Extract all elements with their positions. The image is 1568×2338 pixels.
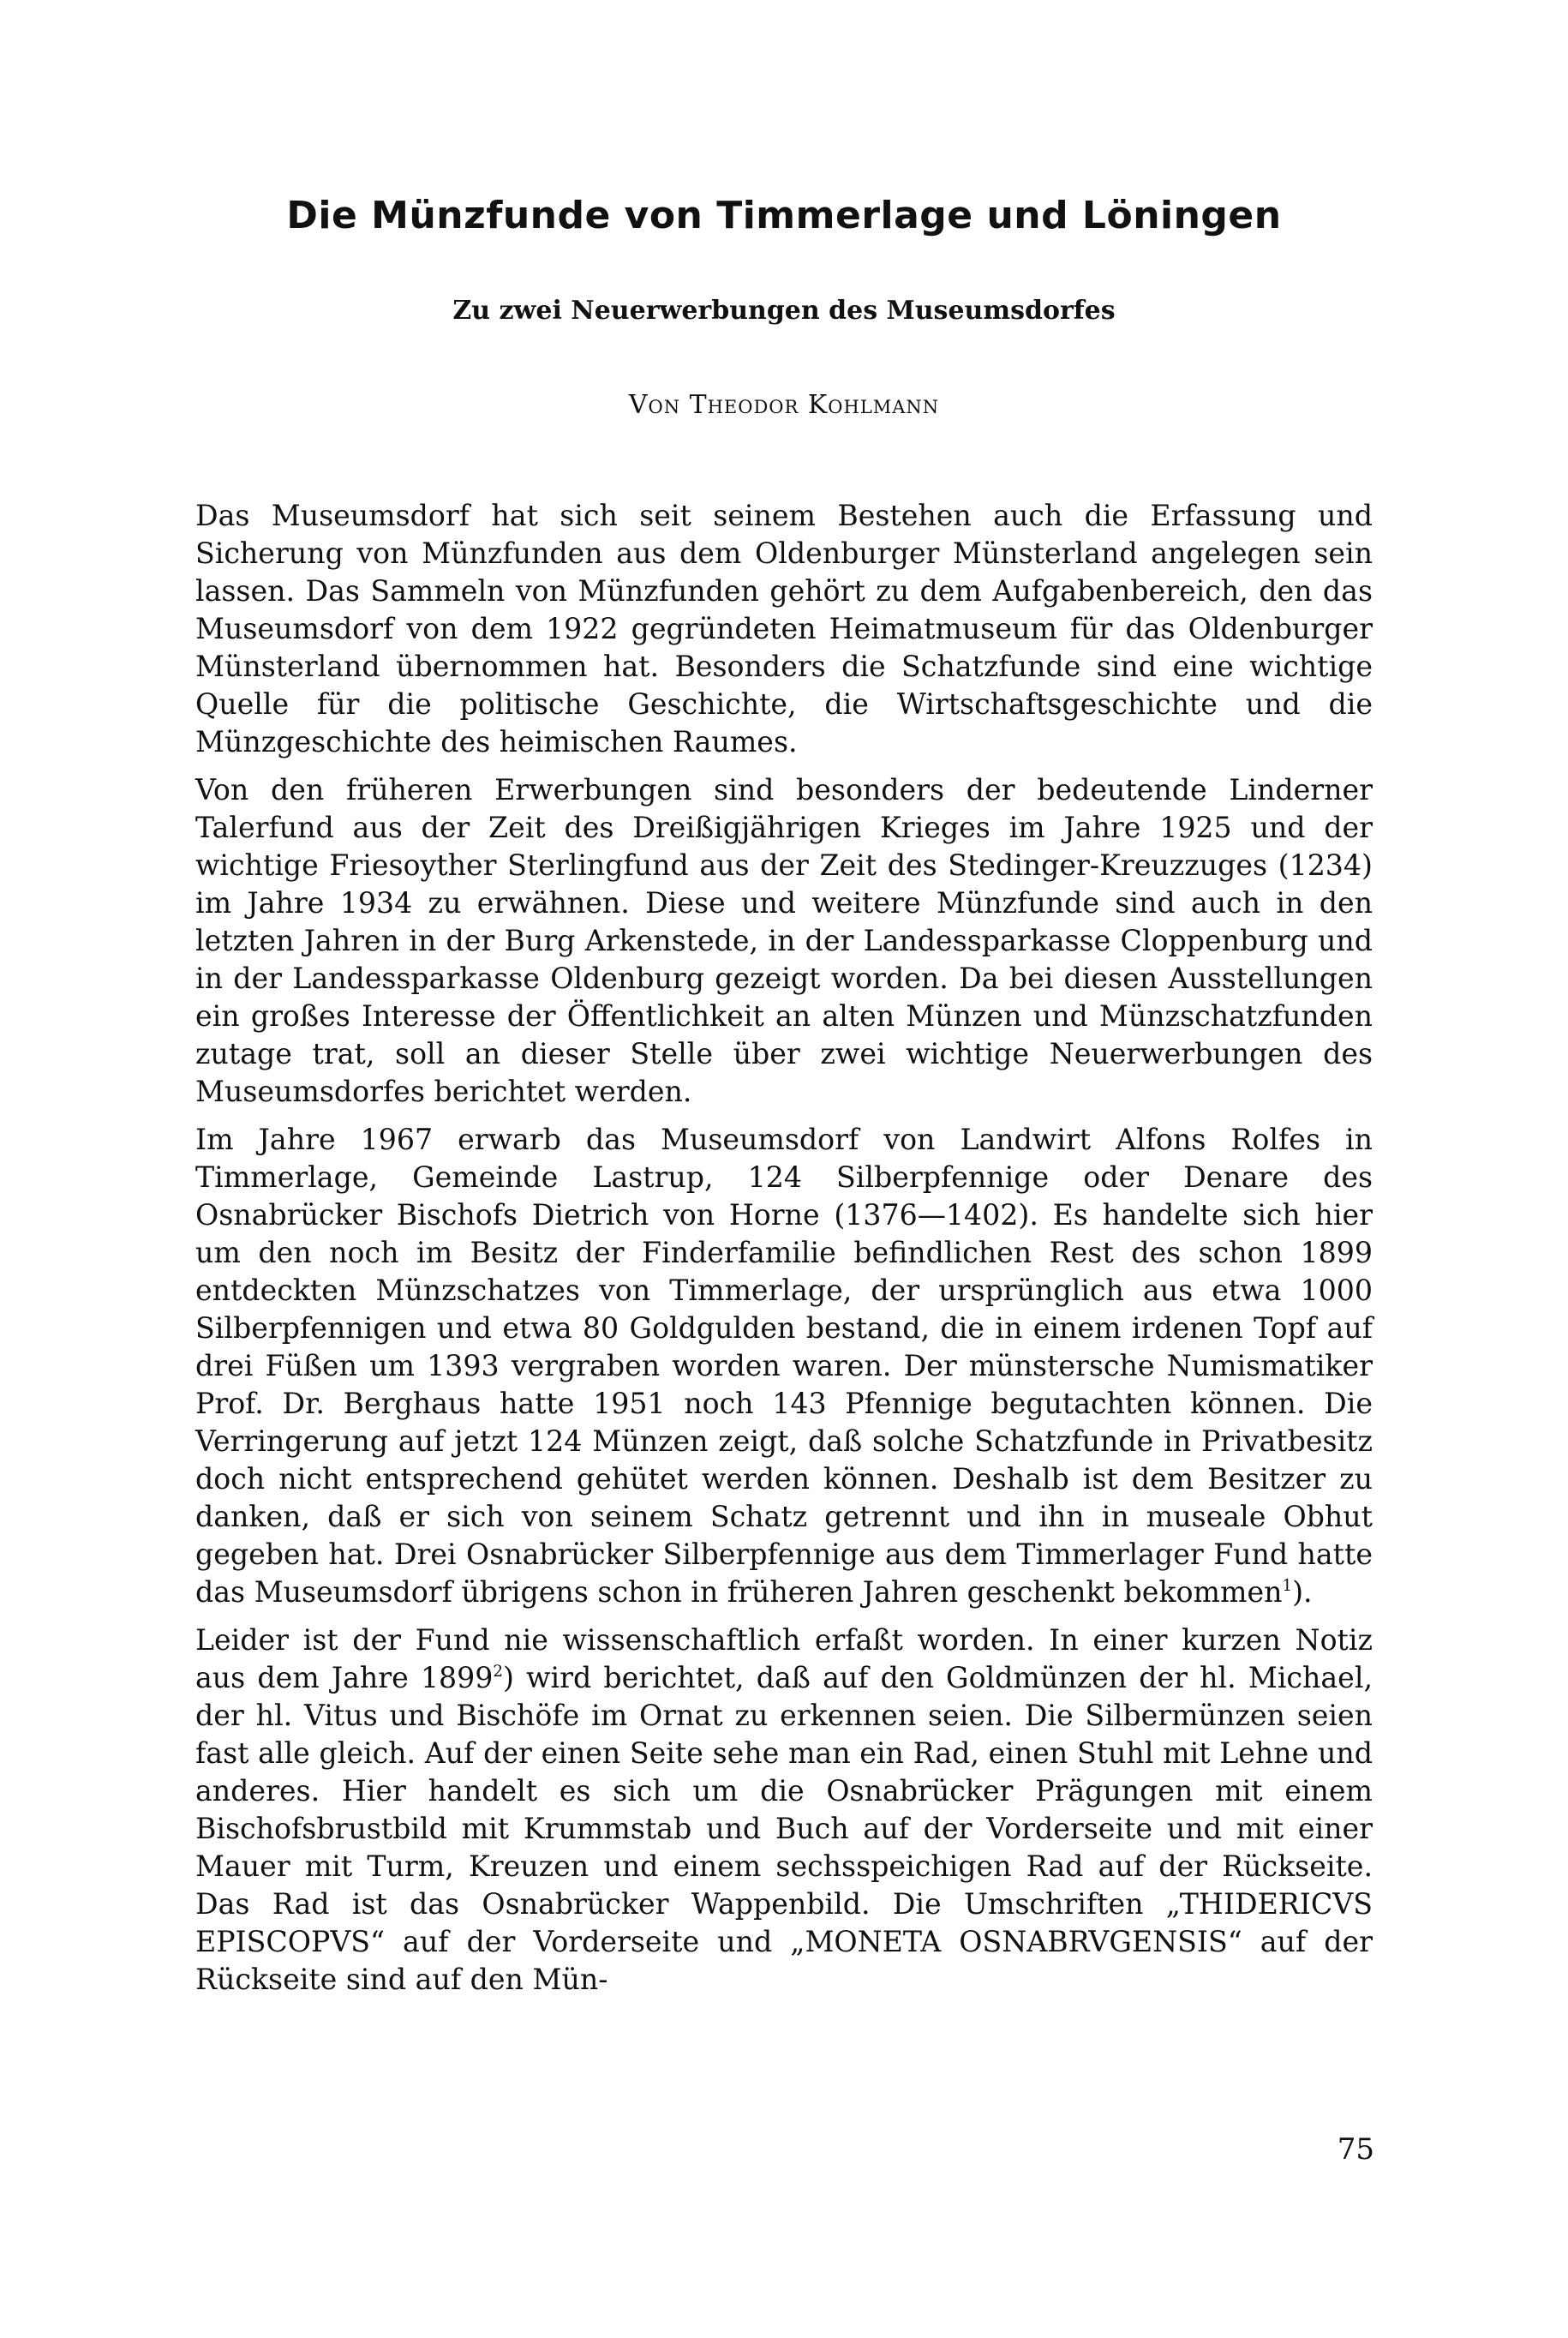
author-byline: Von Theodor Kohlmann [628, 390, 940, 420]
paragraph-4-rest: ) wird berichtet, daß auf den Goldmünzen der hl. Michael, der hl. Vitus und Bischöfe im Ornat zu erkennen seien. Die Silbermünzen seien fast alle gleich. Auf der einen Seite sehe man ein Rad, einen Stuhl mit Lehne und anderes. Hier handelt es sich um die Osnabrücker Prägungen mit einem Bischofsbrustbild mit Krummstab und Buch auf der Vorderseite und mit einer Mauer mit Turm, Kreuzen und einem sechsspeichigen Rad auf der Rückseite. Das Rad ist das Osnabrücker Wappenbild. Die Umschriften „THIDERICVS EPISCOPVS“ auf der Vorderseite und „MONETA OSNABRVGENSIS“ auf der Rückseite sind auf den Mün- [195, 1661, 1373, 1996]
article-body [195, 497, 1373, 2009]
footnote-marker-1: 1 [1282, 1577, 1293, 1596]
paragraph-2: Von den früheren Erwerbungen sind besonders der bedeutende Linderner Talerfund aus der Zeit des Dreißigjährigen Krieges im Jahre 1925 und der wichtige Friesoyther Sterlingfund aus der Zeit des Stedinger-Kreuzzuges (1234) im Jahre 1934 zu erwähnen. Diese und weitere Münzfunde sind auch in den letzten Jahren in der Burg Arkenstede, in der Landessparkasse Cloppenburg und in der Landessparkasse Oldenburg gezeigt worden. Da bei diesen Ausstellungen ein großes Interesse der Öffentlichkeit an alten Münzen und Münzschatzfunden zutage trat, soll an dieser Stelle über zwei wichtige Neuerwerbungen des Museumsdorfes berichtet werden. [195, 773, 1373, 1108]
paragraph-4 [195, 1622, 1373, 1999]
article-subtitle: Zu zwei Neuerwerbungen des Museumsdorfes [452, 296, 1116, 326]
paragraph-3 [195, 1121, 1373, 1611]
paragraph-4-text: Leider ist der Fund nie wissenschaftlich erfaßt worden. In einer kurzen Notiz aus dem Jahre 1899 [195, 1623, 1373, 1694]
page-number: 75 [1337, 2132, 1374, 2167]
paragraph-1: Das Museumsdorf hat sich seit seinem Bestehen auch die Erfassung und Sicherung von Münzfunden aus dem Oldenburger Münsterland angelegen sein lassen. Das Sammeln von Münzfunden gehört zu dem Aufgabenbereich, den das Museumsdorf von dem 1922 gegründeten Heimatmuseum für das Oldenburger Münsterland übernommen hat. Besonders die Schatzfunde sind eine wichtige Quelle für die politische Geschichte, die Wirtschaftsgeschichte und die Münzgeschichte des heimischen Raumes. [195, 499, 1373, 758]
paragraph-3-text: Im Jahre 1967 erwarb das Museumsdorf von Landwirt Alfons Rolfes in Timmerlage, Gemeinde Lastrup, 124 Silberpfennige oder Denare des Osnabrücker Bischofs Dietrich von Horne (1376—1402). Es handelte sich hier um den noch im Besitz der Finderfamilie befindlichen Rest des schon 1899 entdeckten Münzschatzes von Timmerlage, der ursprünglich aus etwa 1000 Silberpfennigen und etwa 80 Goldgulden bestand, die in einem irdenen Topf auf drei Füßen um 1393 vergraben worden waren. Der münstersche Numismatiker Prof. Dr. Berghaus hatte 1951 noch 143 Pfennige begutachten können. Die Verringerung auf jetzt 124 Münzen zeigt, daß solche Schatzfunde in Privatbesitz doch nicht entsprechend gehütet werden können. Deshalb ist dem Besitzer zu danken, daß er sich von seinem Schatz getrennt und ihn in museale Obhut gegeben hat. Drei Osnabrücker Silberpfennige aus dem Timmerlager Fund hatte das Museumsdorf übrigens schon in früheren Jahren geschenkt bekommen [195, 1123, 1373, 1609]
article-title: Die Münzfunde von Timmerlage und Löningen [286, 194, 1282, 237]
footnote-marker-2: 2 [493, 1663, 504, 1682]
paragraph-3-end: ). [1292, 1575, 1313, 1609]
